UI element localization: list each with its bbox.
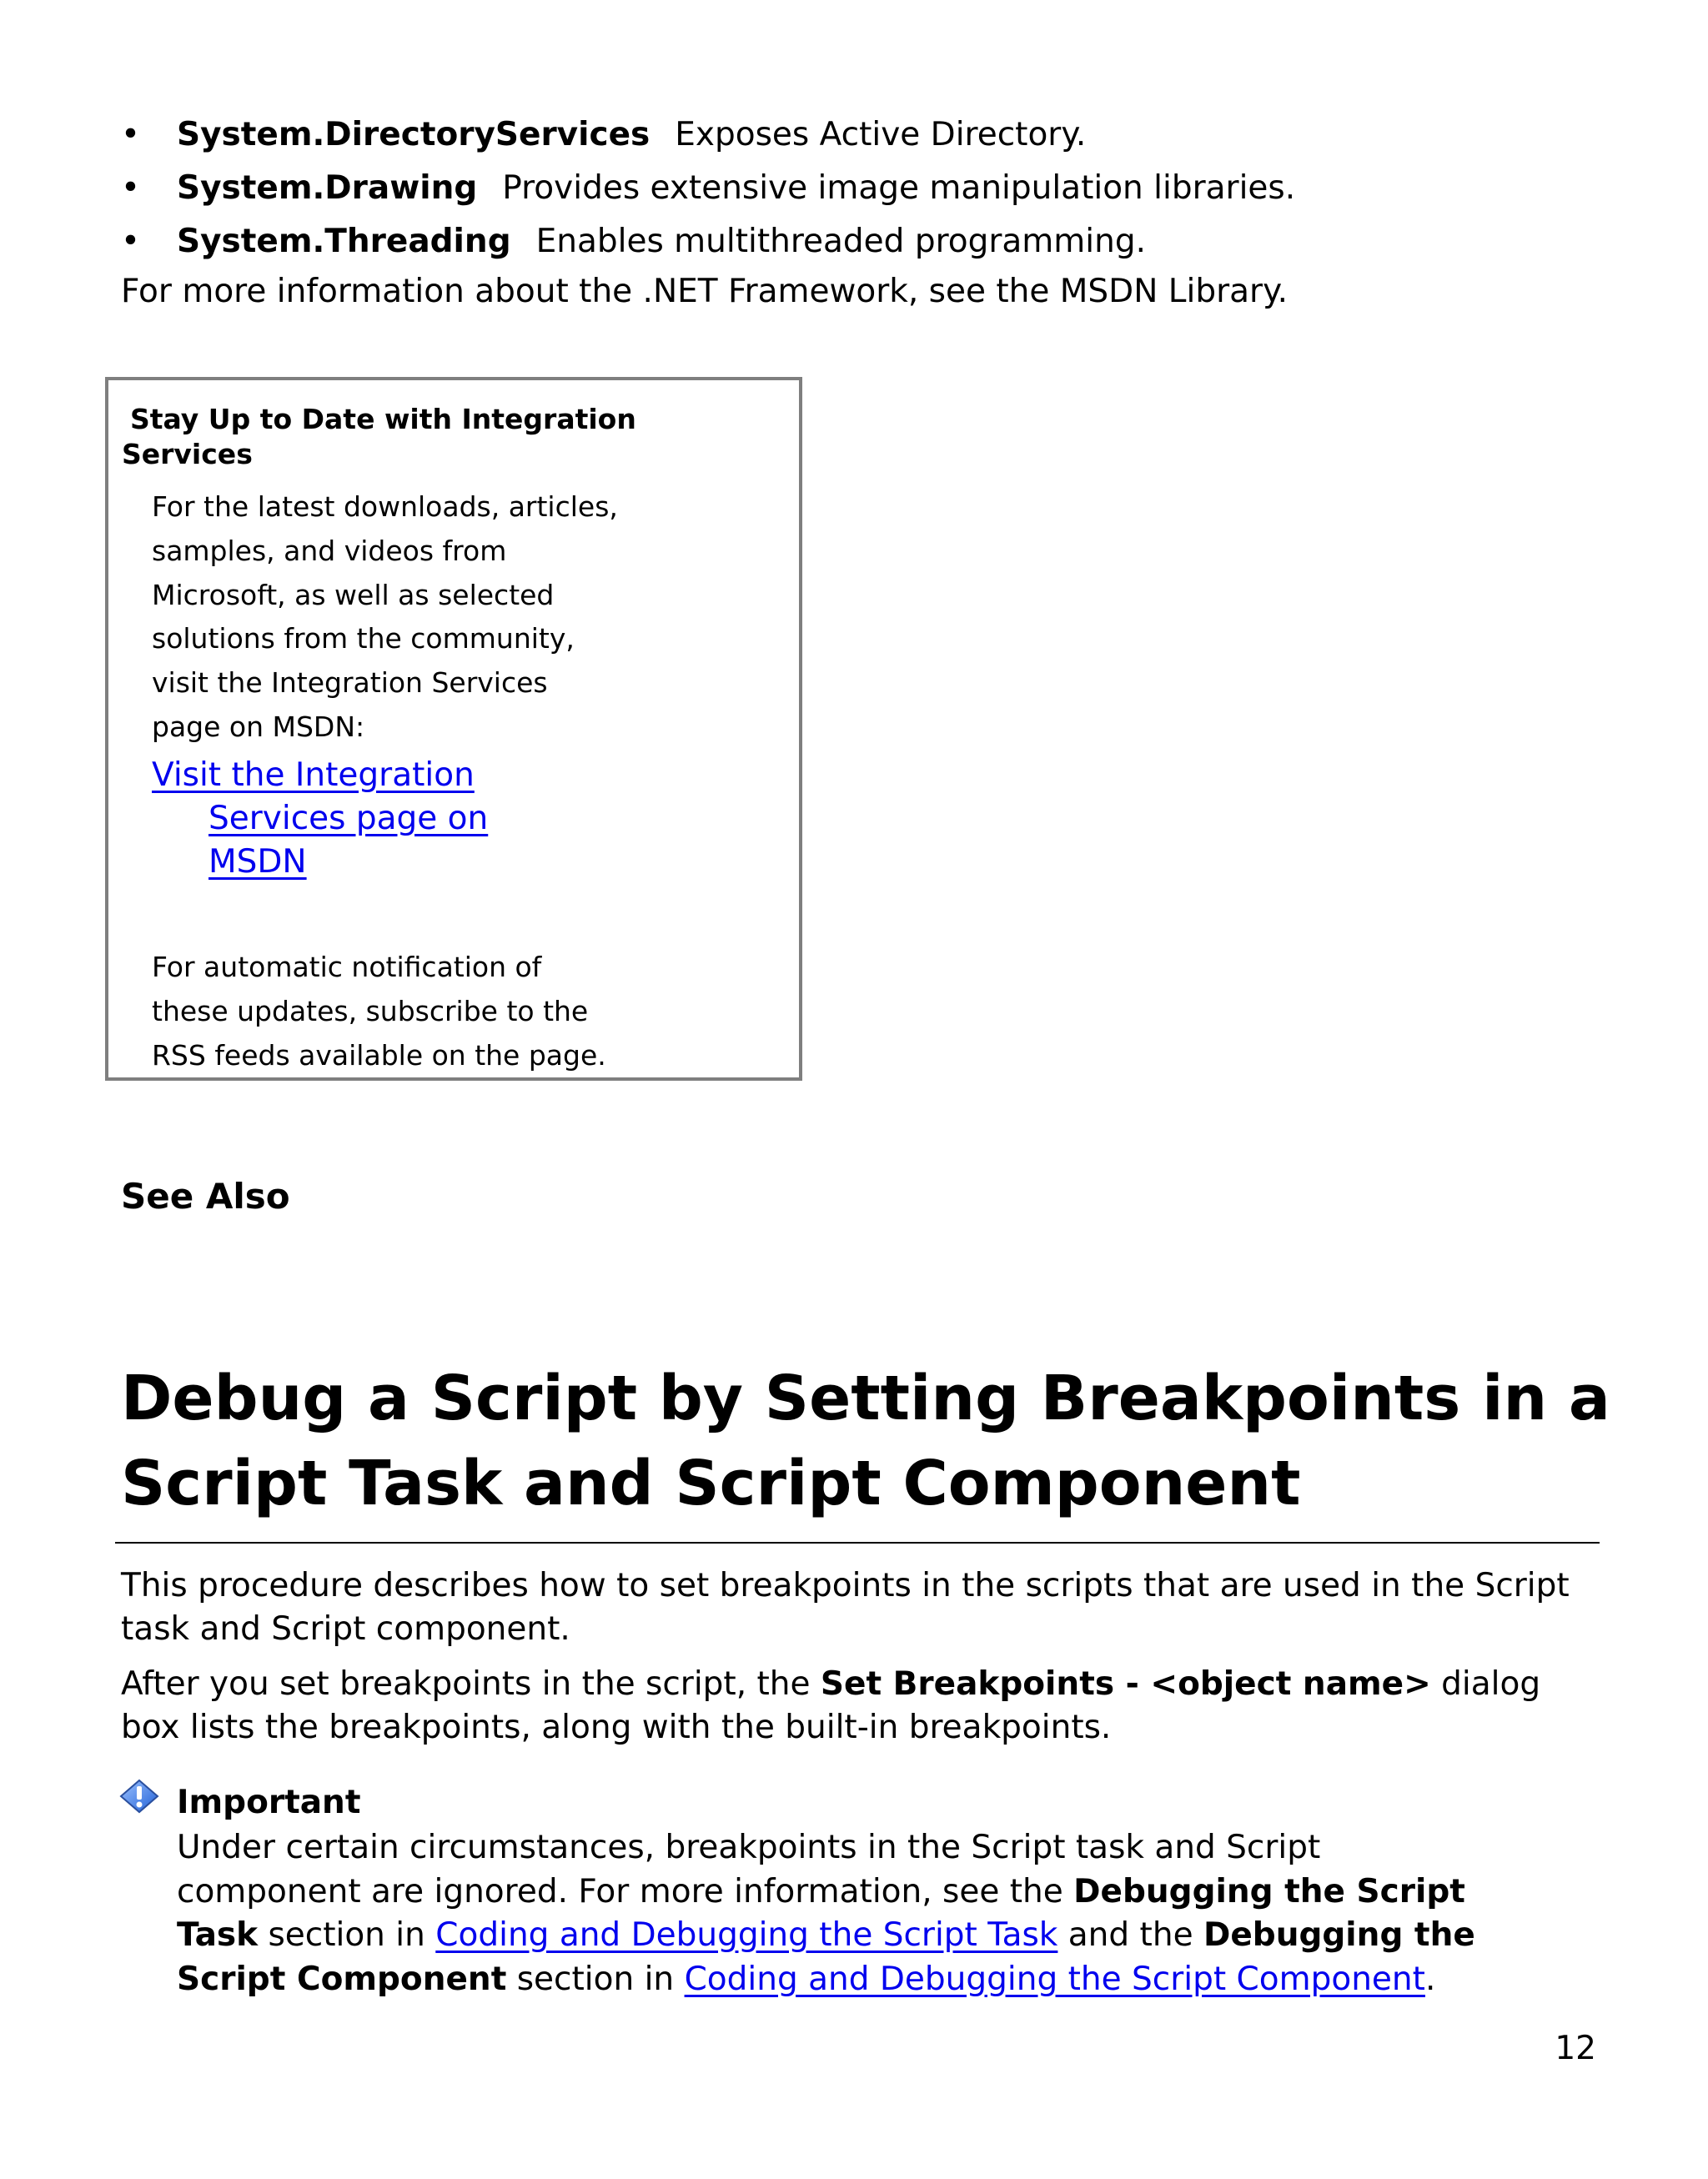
- bullet-icon: •: [121, 223, 141, 260]
- coding-script-task-link[interactable]: Coding and Debugging the Script Task: [435, 1916, 1058, 1954]
- important-bold-term: Debugging the Script Task: [177, 1872, 1465, 1954]
- important-text: section in: [258, 1916, 436, 1954]
- sidebar-title: Stay Up to Date with Integration Services: [122, 403, 636, 470]
- important-text: Under certain circumstances, breakpoints in the Script task and Script component are ignored. For more information, see the: [177, 1829, 1321, 1910]
- see-also-heading: See Also: [121, 1176, 290, 1217]
- heading-divider: [115, 1542, 1600, 1544]
- list-item: [121, 162, 1539, 215]
- page-number: 12: [1555, 2030, 1596, 2067]
- list-item: [121, 108, 1539, 162]
- page-title: Debug a Script by Setting Breakpoints in a Script Task and Script Component: [121, 1363, 1610, 1519]
- sidebar-notification-text: For automatic notification of these updates, subscribe to the RSS feeds available on the page.: [152, 951, 606, 1072]
- important-icon: [119, 1779, 159, 1814]
- dialog-name: Set Breakpoints - <object name>: [820, 1665, 1431, 1703]
- namespace-term: System.DirectoryServices: [177, 116, 651, 153]
- intro-paragraph: This procedure describes how to set breakpoints in the scripts that are used in the Script task and Script component.: [121, 1567, 1570, 1648]
- namespace-list: [121, 108, 1539, 269]
- important-body: [177, 1826, 1503, 2001]
- important-title: Important: [177, 1784, 361, 1821]
- namespace-term: System.Threading: [177, 223, 511, 260]
- important-text: .: [1424, 1960, 1436, 1998]
- namespace-description: Exposes Active Directory.: [675, 116, 1087, 153]
- after-paragraph: [121, 1663, 1597, 1750]
- sidebar-box: [105, 377, 802, 1081]
- namespace-term: System.Drawing: [177, 169, 478, 207]
- important-text: section in: [506, 1960, 685, 1998]
- msdn-link-text[interactable]: Visit the Integration Services page on MSDN: [152, 756, 489, 881]
- after-text: After you set breakpoints in the script, the: [121, 1665, 821, 1703]
- namespace-description: Provides extensive image manipulation libraries.: [502, 169, 1296, 207]
- coding-script-component-link[interactable]: Coding and Debugging the Script Component: [684, 1960, 1425, 1998]
- after-text: dialog box lists the breakpoints, along with the built-in breakpoints.: [121, 1665, 1541, 1746]
- list-item: [121, 215, 1539, 269]
- sidebar-text: For the latest downloads, articles, samples, and videos from Microsoft, as well as selected solutions from the community, visit the Integration Services page on MSDN:: [152, 490, 618, 743]
- bullet-icon: •: [121, 116, 141, 153]
- bullet-icon: •: [121, 169, 141, 207]
- more-info-paragraph: For more information about the .NET Framework, see the MSDN Library.: [121, 273, 1288, 310]
- important-bold-term: Debugging the Script Component: [177, 1916, 1475, 1998]
- namespace-description: Enables multithreaded programming.: [535, 223, 1146, 260]
- important-text: and the: [1057, 1916, 1203, 1954]
- msdn-link[interactable]: [152, 754, 559, 884]
